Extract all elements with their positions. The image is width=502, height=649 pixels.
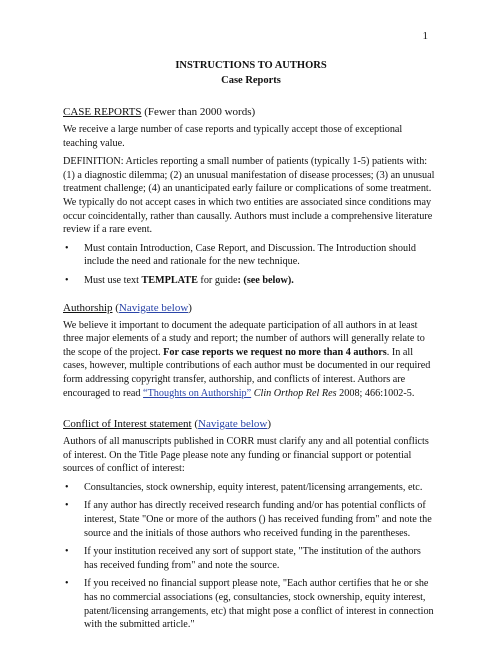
document-subtitle: Case Reports bbox=[221, 75, 281, 86]
list-item: • Must contain Introduction, Case Report, and Discussion. The Introduction should include the need and rationale for the new technique. bbox=[65, 242, 416, 268]
list-item: • Must use text TEMPLATE for guide: (see below). bbox=[65, 274, 294, 286]
case-reports-bullets bbox=[63, 242, 435, 288]
conflict-intro: Authors of all manuscripts published in CORR must clarify any and all potential conflicts of interest. On the Title Page please note any funding or financial support or potential sources of conflict of interest: bbox=[63, 436, 429, 475]
bullet-icon: • bbox=[65, 481, 69, 493]
conflict-bullets bbox=[63, 481, 435, 632]
authorship-navigate-link[interactable]: Navigate below bbox=[118, 301, 189, 314]
case-reports-heading: CASE REPORTS (Fewer than 2000 words) bbox=[63, 106, 256, 118]
case-reports-definition: DEFINITION: Articles reporting a small number of patients (typically 1-5) patients with: (1) a diagnostic dilemma; (2) an unusual manifestation of disease processes; (3) an unusual treatment challenge; (4) an unanticipated early failure or complications of some treatment. We typically do not accept cases in which two entities are associated since conditions may occur coincidentally, rather than causally. Authors must include a comprehensive literature review if a rare event. bbox=[63, 156, 435, 236]
case-reports-intro: We receive a large number of case reports and typically accept those of exceptional teaching value. bbox=[63, 124, 403, 149]
authorship-text: We believe it important to document the adequate participation of all authors in at least three major elements of a study and report; the number of authors will generally relate to the scope of the project. For case reports we request no more than 4 authors. In all cases, however, multiple contributions of each author must be documented in our required form addressing copyright transfer, authorship, and conflicts of interest. Authors are encouraged to read “Thoughts on Authorship” Clin Orthop Rel Res 2008; 466:1002-5. bbox=[63, 319, 431, 399]
bullet-icon: • bbox=[65, 274, 69, 286]
list-item: • If you received no financial support please note, "Each author certifies that he or she has no commercial associations (eg, consultancies, stock ownership, equity interest, patent/licensing arrangements, etc) that might pose a conflict of interest in connection with the submitted article." bbox=[65, 578, 434, 631]
conflict-navigate-link[interactable]: Navigate below bbox=[198, 418, 268, 431]
page-number: 1 bbox=[422, 30, 428, 42]
document-title: INSTRUCTIONS TO AUTHORS bbox=[175, 60, 327, 71]
document-body bbox=[63, 105, 435, 637]
list-item: • If any author has directly received research funding and/or has potential conflicts of interest, State "One or more of the authors () has received funding from" and note the source and the initials of those authors who received funding in the parentheses. bbox=[65, 500, 432, 539]
list-item: • If your institution received any sort of support state, "The institution of the authors has received funding from" and note the source. bbox=[65, 546, 421, 571]
bullet-icon: • bbox=[65, 578, 69, 590]
authorship-heading: Authorship (Navigate below) bbox=[63, 301, 192, 314]
bullet-icon: • bbox=[65, 242, 69, 254]
bullet-icon: • bbox=[65, 546, 69, 558]
conflict-heading: Conflict of Interest statement (Navigate below) bbox=[63, 418, 272, 431]
thoughts-on-authorship-link[interactable]: “Thoughts on Authorship” bbox=[143, 387, 252, 399]
list-item: • Consultancies, stock ownership, equity interest, patent/licensing arrangements, etc. bbox=[65, 481, 423, 493]
bullet-icon: • bbox=[65, 500, 69, 512]
